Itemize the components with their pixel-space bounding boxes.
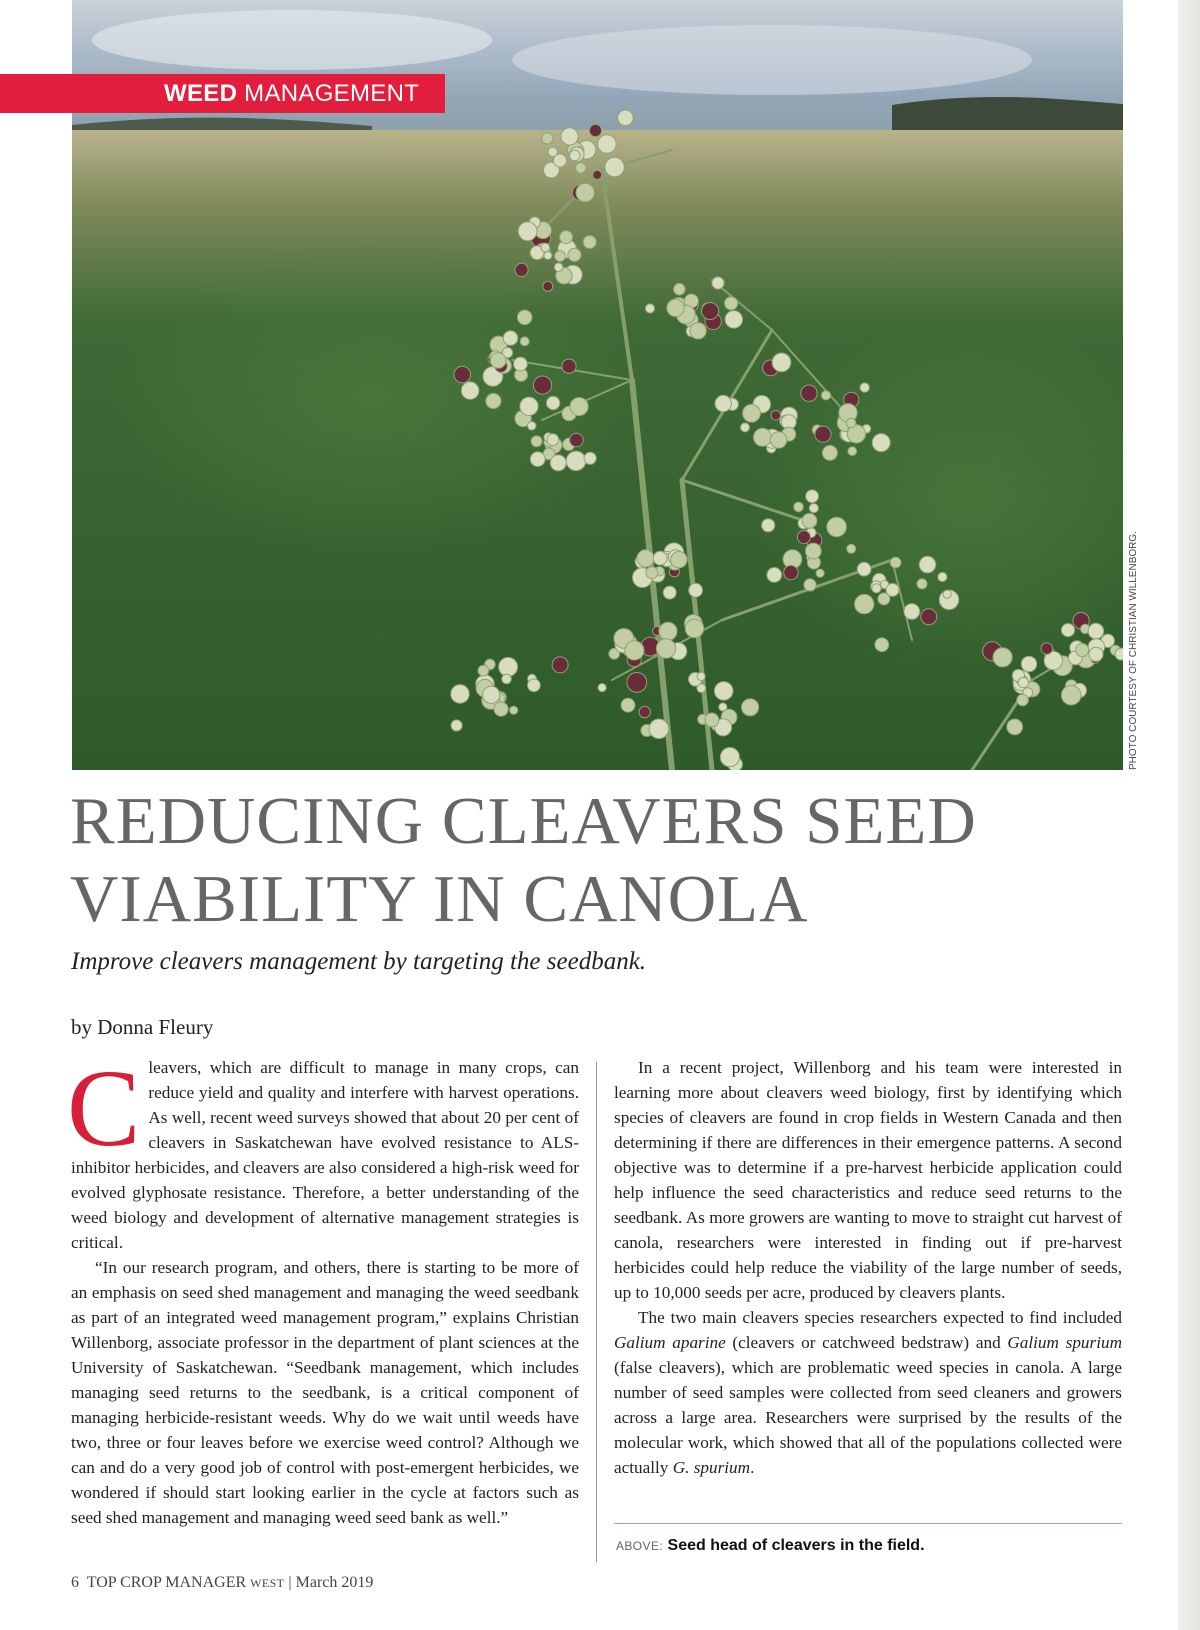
seed [490, 353, 506, 369]
section-tag [0, 74, 445, 113]
paragraph-text: (false cleavers), which are problematic weed species in canola. A large number of seed samples were collected from seed cleaners and growers across a large area. Researchers were surprised by the results of the molecular work, which showed that all of the populations collected were actually [614, 1358, 1122, 1477]
seed [714, 682, 733, 701]
seed [938, 572, 947, 581]
seed [561, 128, 578, 145]
seed [1061, 624, 1074, 637]
page-number: 6 [71, 1574, 79, 1591]
seed [917, 579, 927, 589]
seed [697, 672, 705, 680]
seed [804, 579, 816, 591]
seed [494, 702, 508, 716]
seed [690, 323, 706, 339]
paragraph: In a recent project, Willenborg and his team were interested in learning more about cleavers weed biology, first by identifying which species of cleavers are found in crop fields in Western Canada and then determining if there are differences in their emergence patterns. A second objective was to determine if a pre-harvest herbicide application could help influence the seed characteristics and reduce seed returns to the seedbank. As more growers are wanting to move to straight cut harvest of canola, researchers were interested in finding out if pre-harvest herbicides could help reduce the viability of the large number of seeds, up to 10,000 seeds per acre, produced by cleavers plants. [614, 1058, 1122, 1302]
seed [542, 133, 553, 144]
headline-line-1: REDUCING CLEAVERS SEED [70, 784, 977, 858]
section-tag-bold: WEED [164, 80, 238, 107]
seed [702, 303, 719, 320]
photo-caption [616, 1537, 925, 1555]
seed [541, 243, 550, 252]
seed [848, 447, 857, 456]
seed [625, 641, 644, 660]
seed [872, 434, 890, 452]
seed [576, 163, 587, 174]
seed [461, 382, 479, 400]
seed [685, 619, 704, 638]
seed [846, 418, 856, 428]
seed [576, 183, 594, 201]
seed [656, 639, 675, 658]
seed [705, 713, 719, 727]
seed [627, 673, 647, 693]
seed [478, 665, 489, 676]
caption-text: Seed head of cleavers in the field. [667, 1537, 925, 1554]
paragraph-text: (cleavers or catchweed bedstraw) and [725, 1333, 1008, 1352]
seed [530, 452, 545, 467]
seed [742, 699, 759, 716]
seed [502, 674, 512, 684]
seed [725, 297, 738, 310]
body-column-1 [67, 1047, 579, 1530]
folio [71, 1574, 373, 1592]
seed [674, 283, 686, 295]
seed [528, 679, 541, 692]
seed [486, 393, 501, 408]
seed [649, 719, 669, 739]
seed [552, 657, 568, 673]
paragraph [67, 1047, 579, 1255]
seed [566, 451, 586, 471]
seed [689, 583, 703, 597]
seed [543, 281, 553, 291]
headline [70, 782, 1150, 938]
seed [857, 562, 871, 576]
seed [1018, 677, 1028, 687]
byline: by Donna Fleury [71, 1015, 214, 1039]
seed [663, 586, 676, 599]
seed [653, 551, 667, 565]
seed [809, 504, 818, 513]
seed [454, 366, 471, 383]
seed [890, 557, 901, 568]
seed [451, 720, 462, 731]
seed [805, 543, 821, 559]
caption-rule [614, 1523, 1122, 1524]
paragraph: “In our research program, and others, there is starting to be more of an emphasis on seed shed management and managing the weed seedbank as part of an integrated weed management program,” explains Christian Willenborg, associate professor in the department of plant sciences at the University of Saskatchewan. “Seedbank management, which includes managing seed returns to the seedbank, is a critical component of managing herbicide-resistant weeds. Why do we wait until weeds have two, three or four leaves before we exercise weed control? Although we can and do a very good job of control with post-emergent herbicides, we wondered if should start looking earlier in the cycle at factors such as seed shed management and managing weed seed bank as well.” [71, 1258, 579, 1527]
seed [621, 698, 635, 712]
seed [772, 353, 791, 372]
magazine-edition: WEST [250, 1576, 285, 1590]
seed [720, 748, 739, 767]
seed [784, 565, 798, 579]
seed [553, 154, 566, 167]
issue-date: March 2019 [295, 1574, 374, 1591]
seed [767, 568, 782, 583]
seed [514, 357, 528, 371]
seed [816, 569, 824, 577]
seed [827, 517, 847, 537]
seed [598, 684, 606, 692]
seed [1089, 647, 1103, 661]
seed [517, 310, 532, 325]
seed [520, 337, 529, 346]
seed [919, 556, 936, 573]
seed [605, 157, 624, 176]
seed [568, 248, 581, 261]
seed [570, 398, 588, 416]
seed [943, 590, 951, 598]
seed [593, 170, 602, 179]
seed [639, 706, 650, 717]
seed [797, 531, 810, 544]
section-tag-rest: MANAGEMENT [244, 80, 420, 107]
seed [762, 519, 775, 532]
seed [520, 397, 538, 415]
magazine-name: TOP CROP MANAGER [86, 1574, 247, 1591]
seed [1076, 644, 1089, 657]
species-name: Galium spurium [1007, 1333, 1122, 1352]
seed [671, 552, 687, 568]
seed [921, 609, 937, 625]
seed [451, 685, 470, 704]
cleavers-photo-image [72, 0, 1123, 770]
seed [546, 396, 559, 409]
seed [741, 423, 750, 432]
headline-line-2: VIABILITY IN CANOLA [70, 862, 809, 936]
seed [806, 490, 819, 503]
seed [555, 251, 566, 262]
photo-credit [1124, 531, 1200, 770]
seed [822, 445, 837, 460]
seed [569, 150, 580, 161]
page-edge [1178, 0, 1200, 1630]
seed [544, 252, 552, 260]
paragraph-text: The two main cleavers species researchers expected to find included [638, 1308, 1122, 1327]
species-name: Galium aparine [614, 1333, 726, 1352]
hero-photo [72, 0, 1123, 770]
photo-credit-text: PHOTO COURTESY OF CHRISTIAN WILLENBORG. [1128, 531, 1139, 770]
seed [1115, 648, 1123, 660]
seed [547, 434, 559, 446]
seed [618, 110, 634, 126]
folio-separator: | [288, 1574, 292, 1591]
seed [725, 311, 743, 329]
seed [533, 376, 551, 394]
seed [637, 550, 654, 567]
seed [527, 422, 536, 431]
seed [583, 236, 596, 249]
seed [1088, 623, 1104, 639]
seed [598, 135, 617, 154]
seed [659, 622, 677, 640]
deck: Improve cleavers management by targeting the seedbank. [71, 948, 647, 975]
seed [1021, 656, 1037, 672]
seed [560, 231, 573, 244]
seed [515, 263, 528, 276]
seed [1061, 685, 1081, 705]
seed [646, 567, 658, 579]
paragraph-text: . [750, 1458, 755, 1477]
paragraph [614, 1305, 1122, 1480]
seed [554, 263, 563, 272]
seed [1007, 719, 1023, 735]
seed [503, 331, 518, 346]
seed [754, 428, 772, 446]
seed [855, 594, 874, 613]
seed [715, 395, 731, 411]
drop-cap: C [67, 1047, 141, 1169]
seed [570, 433, 584, 447]
seed [904, 604, 920, 620]
caption-lead: ABOVE: [616, 1539, 664, 1553]
paragraph-text: leavers, which are difficult to manage in many crops, can reduce yield and quality and interfere with harvest operations. As well, recent weed surveys showed that about 20 per cent of cleavers in Saskatchewan have evolved resistance to ALS-inhibitor herbicides, and cleavers are also considered a high-risk weed for evolved glyphosate resistance. Therefore, a better understanding of the weed biology and development of alternative management strategies is critical. [71, 1058, 579, 1252]
seed [771, 411, 781, 421]
column-divider [596, 1062, 597, 1562]
seed [667, 299, 684, 316]
seed [872, 584, 881, 593]
seed [770, 432, 786, 448]
seed [860, 383, 869, 392]
seed [483, 686, 500, 703]
seed [518, 222, 537, 241]
seed [993, 648, 1012, 667]
seed [821, 391, 830, 400]
seed [1041, 643, 1053, 655]
body-column-2 [614, 1055, 1122, 1480]
seed [645, 304, 654, 313]
seed [510, 706, 518, 714]
seed [802, 513, 817, 528]
seed [562, 359, 576, 373]
seed [794, 502, 804, 512]
seed [815, 426, 831, 442]
seed [886, 583, 899, 596]
seed [712, 277, 724, 289]
seed [875, 638, 889, 652]
seed [550, 455, 566, 471]
seed [499, 657, 518, 676]
seed [1017, 694, 1029, 706]
seed [847, 544, 856, 553]
seed [531, 436, 542, 447]
seed [589, 124, 601, 136]
seed [801, 385, 817, 401]
species-name: G. spurium [672, 1458, 751, 1477]
seed [584, 452, 596, 464]
seed [743, 404, 761, 422]
